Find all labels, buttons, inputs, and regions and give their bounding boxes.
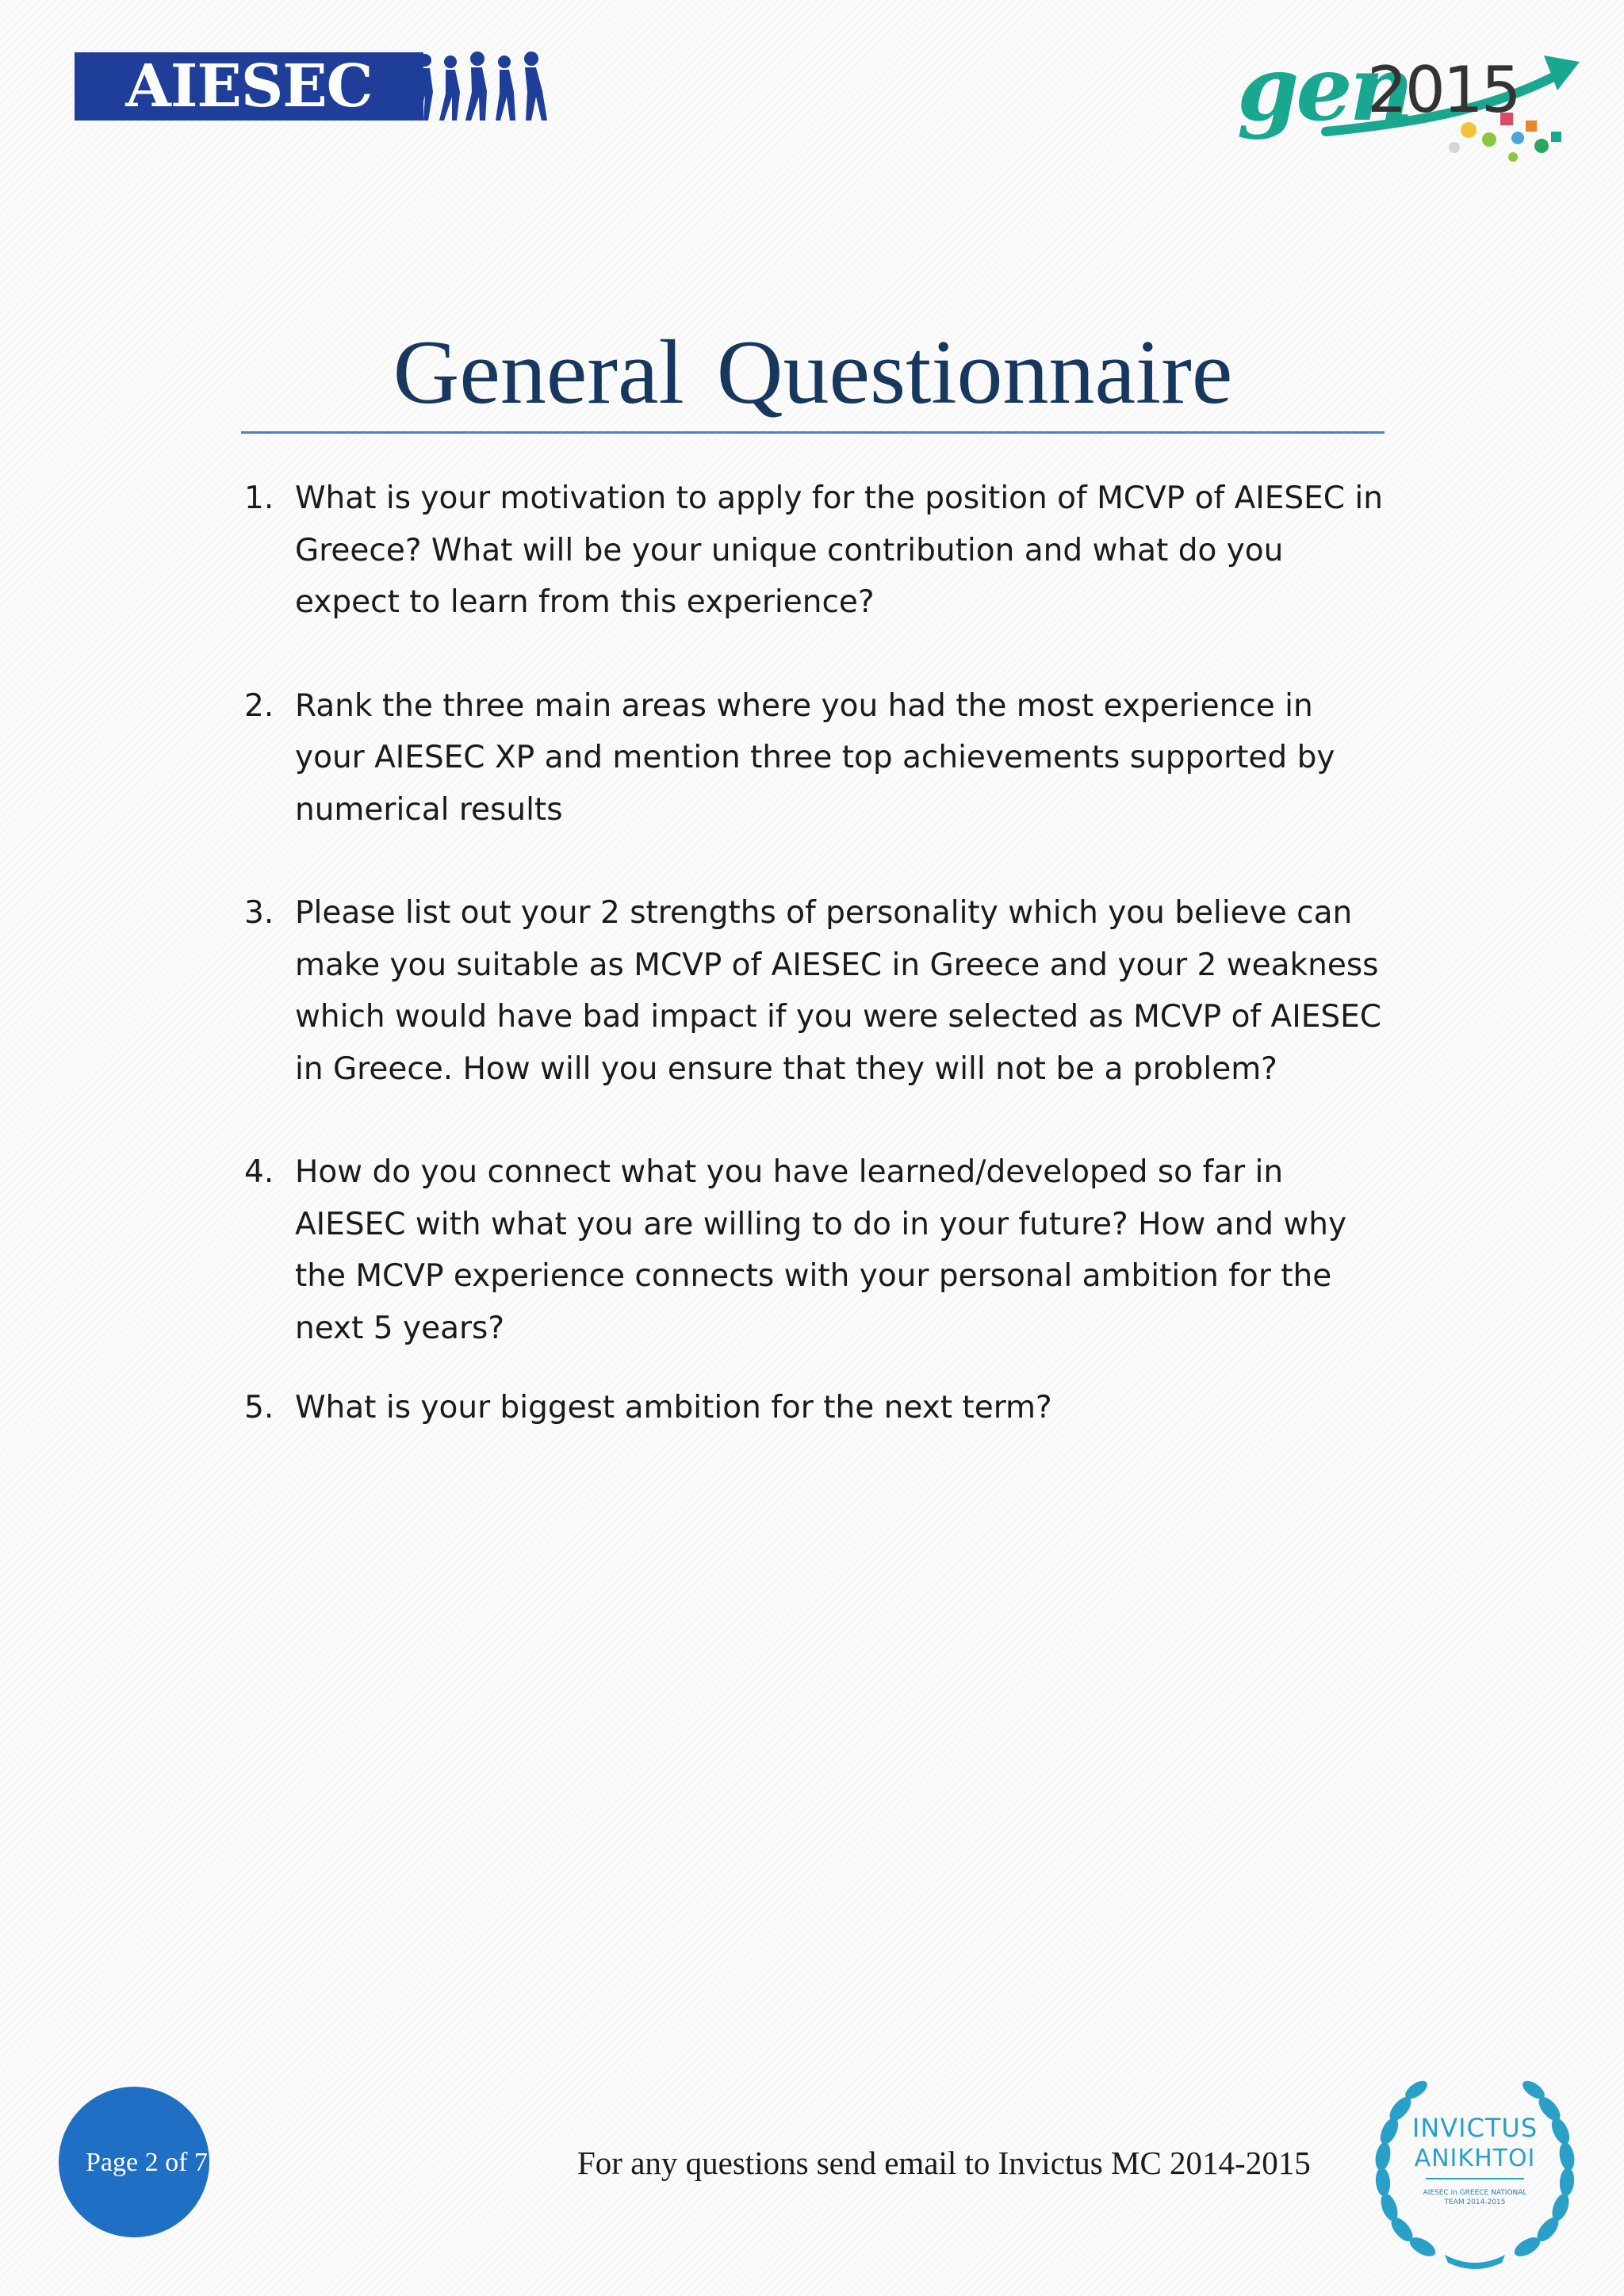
question-number: 1. — [244, 480, 274, 516]
page-title: General Questionnaire — [393, 322, 1233, 423]
question-list — [244, 473, 1389, 1434]
question-text: Please list out your 2 strengths of personality which you believe can make you suitable as MCVP of AIESEC in Greece and your 2 weakness which would have bad impact if you were selected as MCVP of AIESEC in Greece. How will you ensure that they will not be a problem? — [295, 895, 1382, 1087]
question-number: 3. — [244, 895, 274, 931]
laurel-wreath-icon — [1370, 2071, 1580, 2277]
gen-logo-script: gen — [1237, 37, 1411, 141]
emblem-title: INVICTUS — [1411, 2113, 1538, 2143]
footer-contact-note: For any questions send email to Invictus MC 2014-2015 — [577, 2145, 1311, 2181]
gen-logo-year: 2015 — [1367, 53, 1519, 127]
question-text: How do you connect what you have learned/developed so far in AIESEC with what you are willing to do in your future? How and why the MCVP experience connects with your personal ambition for the next 5 years? — [295, 1154, 1347, 1346]
question-item — [244, 1146, 1389, 1354]
question-item — [244, 680, 1389, 836]
question-number: 2. — [244, 687, 274, 724]
question-text: What is your motivation to apply for the position of MCVP of AIESEC in Greece? What will be your unique contribution and what do you expect to learn from this experience? — [295, 480, 1383, 620]
emblem-caption: AIESEC in GREECE NATIONAL TEAM 2014-2015 — [1423, 2189, 1527, 2206]
gen2015-logo — [1231, 38, 1580, 165]
question-item — [244, 887, 1389, 1095]
walking-people-icon — [416, 51, 550, 124]
question-number: 4. — [244, 1154, 274, 1190]
aiesec-logo — [75, 51, 546, 124]
question-text: What is your biggest ambition for the next term? — [295, 1390, 1052, 1425]
page-indicator: Page 2 of 7 — [86, 2148, 208, 2177]
title-underline — [241, 431, 1385, 434]
emblem-subtitle: ANIKHTOI — [1414, 2145, 1536, 2172]
page-number-badge — [59, 2087, 209, 2237]
question-number: 5. — [244, 1390, 274, 1425]
question-item — [244, 473, 1389, 629]
invictus-emblem — [1370, 2071, 1580, 2277]
aiesec-logo-wordmark: AIESEC — [75, 52, 423, 121]
question-item — [244, 1382, 1389, 1434]
question-text: Rank the three main areas where you had the most experience in your AIESEC XP and mention three top achievements supported by numerical results — [295, 687, 1335, 828]
